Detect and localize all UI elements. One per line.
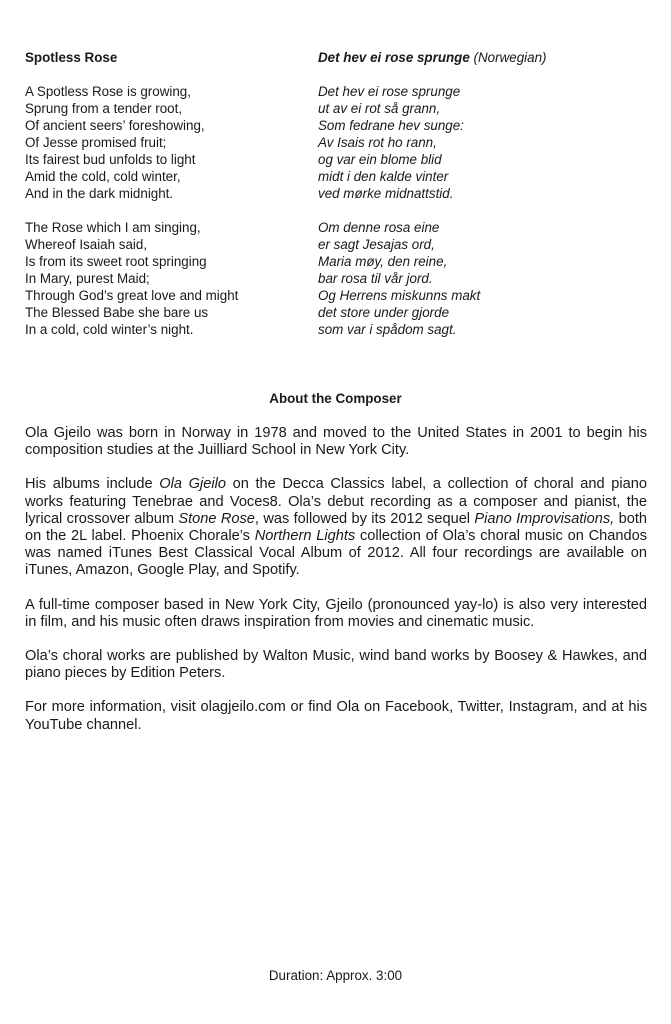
album-title: Ola Gjeilo <box>159 476 226 493</box>
poem-line: Amid the cold, cold winter, <box>25 169 181 184</box>
about-paragraph-5: For more information, visit olagjeilo.com or find Ola on Facebook, Twitter, Instagram, and at his YouTube channel. <box>25 699 647 733</box>
poem-line: det store under gjorde <box>318 305 450 320</box>
poem-line: The Rose which I am singing, <box>25 220 201 235</box>
poem-line: Maria møy, den reine, <box>318 254 448 269</box>
poem-line: bar rosa til vår jord. <box>318 271 433 286</box>
poem-line: ved mørke midnattstid. <box>318 186 454 201</box>
about-text: His albums include <box>25 476 160 493</box>
norwegian-stanza-1 <box>318 83 648 202</box>
poem-line: og var ein blome blid <box>318 152 442 167</box>
poem-line: Av Isais rot ho rann, <box>318 135 437 150</box>
duration-note: Duration: Approx. 3:00 <box>268 968 403 983</box>
poem-line: Of Jesse promised fruit; <box>25 135 167 150</box>
english-poem <box>25 49 305 355</box>
poem-line: Through God’s great love and might <box>25 288 239 303</box>
poem-line: In Mary, purest Maid; <box>25 271 150 286</box>
poem-line: Is from its sweet root springing <box>25 254 207 269</box>
poem-line: Som fedrane hev sunge: <box>318 118 464 133</box>
poem-line: And in the dark midnight. <box>25 186 174 201</box>
about-paragraph-1: Ola Gjeilo was born in Norway in 1978 and moved to the United States in 2001 to begin his composition studies at the Juilliard School in New York City. <box>25 425 647 459</box>
poem-line: In a cold, cold winter’s night. <box>25 322 194 337</box>
about-paragraph-2 <box>25 476 647 579</box>
poem-line: er sagt Jesajas ord, <box>318 237 435 252</box>
language-note: (Norwegian) <box>473 50 547 65</box>
about-heading: About the Composer <box>269 391 402 406</box>
poem-line: Og Herrens miskunns makt <box>318 288 481 303</box>
album-title: Piano Improvisations, <box>474 510 615 527</box>
about-paragraph-4: Ola’s choral works are published by Walton Music, wind band works by Boosey & Hawkes, and piano pieces by Edition Peters. <box>25 648 647 682</box>
poem-line: ut av ei rot så grann, <box>318 101 441 116</box>
album-title: Northern Lights <box>254 528 356 545</box>
norwegian-stanza-2 <box>318 219 648 338</box>
poem-line: Its fairest bud unfolds to light <box>25 152 196 167</box>
english-stanza-2 <box>25 219 305 338</box>
english-poem-title: Spotless Rose <box>25 50 118 65</box>
poem-line: Det hev ei rose sprunge <box>318 84 461 99</box>
poem-line: Of ancient seers’ foreshowing, <box>25 118 205 133</box>
norwegian-title-text: Det hev ei rose sprunge <box>318 50 470 65</box>
about-text: , was followed by its 2012 sequel <box>254 510 475 527</box>
poem-line: midt i den kalde vinter <box>318 169 449 184</box>
about-text: both on the 2L label. Phoenix Chorale’s <box>25 510 647 545</box>
norwegian-poem <box>318 49 648 355</box>
about-composer <box>25 425 647 751</box>
about-paragraph-3: A full-time composer based in New York City, Gjeilo (pronounced yay-lo) is also very interested in film, and his music often draws inspiration from movies and cinematic music. <box>25 596 647 630</box>
poem-line: som var i spådom sagt. <box>318 322 457 337</box>
about-text: collection of Ola’s choral music on Chandos was named iTunes Best Classical Vocal Album of 2012. All four recordings are available on iTunes, Amazon, Google Play, and Spotify. <box>25 528 647 579</box>
album-title: Stone Rose <box>178 510 255 527</box>
poem-line: Sprung from a tender root, <box>25 101 183 116</box>
english-stanza-1 <box>25 83 305 202</box>
about-text: on the Decca Classics label, a collection of choral and piano works featuring Tenebrae and Voces8. Ola’s debut recording as a composer and pianist, the lyrical crossover album <box>25 476 647 527</box>
poem-line: A Spotless Rose is growing, <box>25 84 191 99</box>
poem-line: The Blessed Babe she bare us <box>25 305 209 320</box>
norwegian-poem-title <box>318 49 648 66</box>
poem-line: Om denne rosa eine <box>318 220 440 235</box>
poem-line: Whereof Isaiah said, <box>25 237 148 252</box>
